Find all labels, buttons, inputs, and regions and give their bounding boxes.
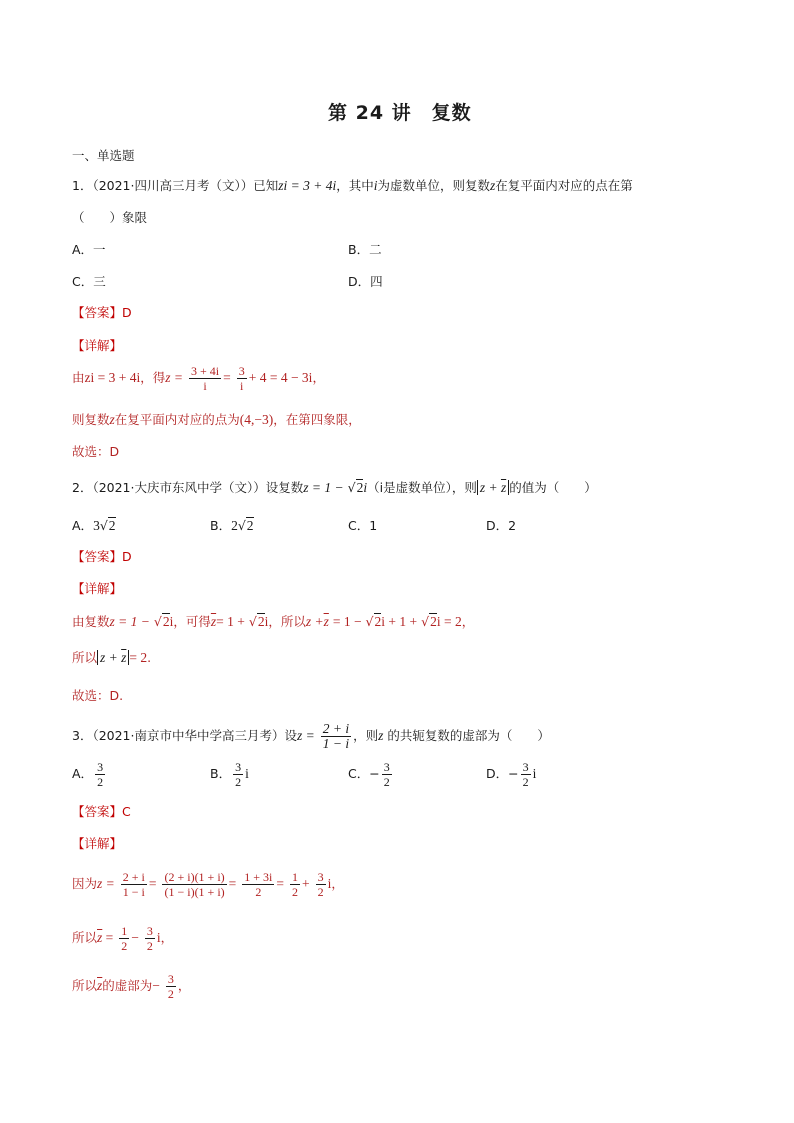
question-3-answer: 【答案】C [72, 804, 131, 819]
question-2-option-b: B．2√2 [210, 518, 254, 533]
question-3-solution-line1: 因为z = $\frac{2 + i}{1 - i}$ = $\frac{(2 + i)(1 + i)}{(1 - i)(1 + i)}$ = $\frac{1 + 3i}{2}$ = $\frac{1}{2}$ + $\frac{3}{2}$ i， [72, 870, 344, 899]
question-1-stem-line2: （ ）象限 [72, 210, 148, 225]
question-3-solution-line3: 所以$\overline{z}$的虚部为− $\frac{3}{2}$ ， [72, 972, 191, 1001]
question-3-option-a: A． $\frac{3}{2}$ [72, 760, 104, 789]
question-1-option-a: A．一 [72, 242, 106, 257]
question-2-option-a: A．3√2 [72, 518, 116, 533]
question-1-detail-label: 【详解】 [72, 338, 123, 353]
question-3-detail-label: 【详解】 [72, 836, 123, 851]
question-1-solution-line2: 则复数z在复平面内对应的点为(4,−3)，在第四象限， [72, 412, 361, 427]
page-title: 第 24 讲 复数 [328, 102, 472, 124]
question-1-stem: 1．（2021·四川高三月考（文））已知zi = 3 + 4i，其中i为虚数单位，则复数z在复平面内对应的点在第 [72, 178, 633, 193]
question-3-option-c: C．− $\frac{3}{2}$ [348, 760, 390, 789]
question-1-option-c: C．三 [72, 274, 106, 289]
question-1-answer: 【答案】D [72, 305, 132, 320]
question-3-option-b: B． $\frac{3}{2}$ i [210, 760, 249, 789]
question-1-option-b: B．二 [348, 242, 382, 257]
question-2-solution-line1: 由复数z = 1 − √2i，可得$\overline{z}= 1 + √2i$，所以$z +\overline{z} = 1 - √2i + 1 + √2i = 2$， [72, 614, 475, 629]
question-3-option-d: D．− $\frac{3}{2}$ i [486, 760, 537, 789]
abs-expression: $z + \overline{z}$ [477, 480, 509, 495]
question-3-stem: 3．（2021·南京市中华中学高三月考）设z = $\frac{2 + i}{1 - i}$ ，则z 的共轭复数的虚部为（ ） [72, 721, 550, 751]
question-2-solution-line3: 故选：D. [72, 688, 124, 703]
question-2-option-d: D．2 [486, 518, 517, 533]
question-2-detail-label: 【详解】 [72, 581, 123, 596]
section-heading: 一、单选题 [72, 148, 135, 163]
question-1-solution-line1: 由zi = 3 + 4i，得z = $\frac{3 + 4i}{i}$ = $\frac{3}{i}$ + 4 = 4 − 3i， [72, 364, 325, 393]
question-2-option-c: C．1 [348, 518, 378, 533]
question-2-answer: 【答案】D [72, 549, 132, 564]
question-2-solution-line2: 所以 $z + \overline{z} = 2$. [72, 650, 152, 665]
question-2-stem: 2．（2021·大庆市东风中学（文））设复数z = 1 − √2i（i是虚数单位），则 $z + \overline{z}$ 的值为（ ） [72, 480, 597, 495]
question-3-solution-line2: 所以$\overline{z}$ = $\frac{1}{2}$ − $\frac{3}{2}$ i， [72, 924, 174, 953]
question-1-solution-line3: 故选：D [72, 444, 120, 459]
question-1-option-d: D．四 [348, 274, 383, 289]
